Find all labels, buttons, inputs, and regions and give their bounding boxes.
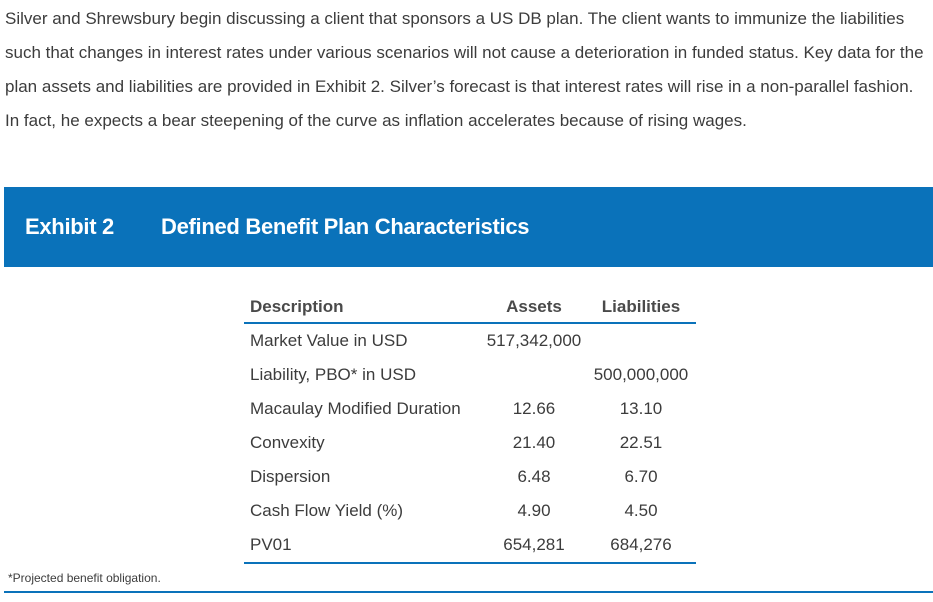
table-row [244, 494, 696, 528]
cell-assets: 4.90 [517, 501, 551, 520]
header-liabilities: Liabilities [586, 291, 696, 323]
cell-liabilities: 13.10 [619, 399, 663, 418]
cell-liabilities: 684,276 [586, 528, 696, 563]
cell-description: Macaulay Modified Duration [250, 399, 461, 418]
table-row [244, 358, 696, 392]
cell-assets: 21.40 [512, 433, 556, 452]
table-row [244, 460, 696, 494]
cell-liabilities: 22.51 [619, 433, 663, 452]
plan-characteristics-table [244, 291, 696, 564]
plan-characteristics-table-wrapper [244, 291, 696, 564]
table-row [244, 426, 696, 460]
cell-description: Dispersion [250, 467, 331, 486]
cell-description: Convexity [250, 433, 325, 452]
cell-liabilities: 4.50 [624, 501, 658, 520]
cell-description: Cash Flow Yield (%) [250, 501, 404, 520]
table-row [244, 528, 696, 563]
cell-description: Liability, PBO* in USD [250, 365, 416, 384]
cell-assets: 12.66 [512, 399, 556, 418]
cell-description: PV01 [244, 528, 482, 563]
cell-liabilities: 6.70 [624, 467, 658, 486]
cell-assets [482, 358, 586, 392]
exhibit-title: Defined Benefit Plan Characteristics [161, 214, 530, 239]
intro-paragraph: Silver and Shrewsbury begin discussing a client that sponsors a US DB plan. The client wants to immunize the liabilities such that changes in interest rates under various scenarios will not cause a deterioration in funded status. Key data for the plan assets and liabilities are provided in Exhibit 2. Silver’s forecast is that interest rates will rise in a non-parallel fashion. In fact, he expects a bear steepening of the curve as inflation accelerates because of rising wages. [5, 9, 924, 130]
cell-assets: 654,281 [482, 528, 586, 563]
bottom-divider [4, 591, 933, 593]
footnote: *Projected benefit obligation. [8, 571, 161, 585]
cell-liabilities [586, 323, 696, 358]
table-row [244, 323, 696, 358]
header-description: Description [244, 291, 482, 323]
exhibit-label: Exhibit 2 [25, 214, 114, 239]
cell-liabilities: 500,000,000 [593, 365, 689, 384]
table-row [244, 392, 696, 426]
table-header-row [244, 291, 696, 323]
header-assets: Assets [482, 291, 586, 323]
exhibit-banner [4, 187, 933, 267]
cell-assets: 517,342,000 [486, 331, 582, 350]
cell-description: Market Value in USD [250, 331, 408, 350]
cell-assets: 6.48 [517, 467, 551, 486]
